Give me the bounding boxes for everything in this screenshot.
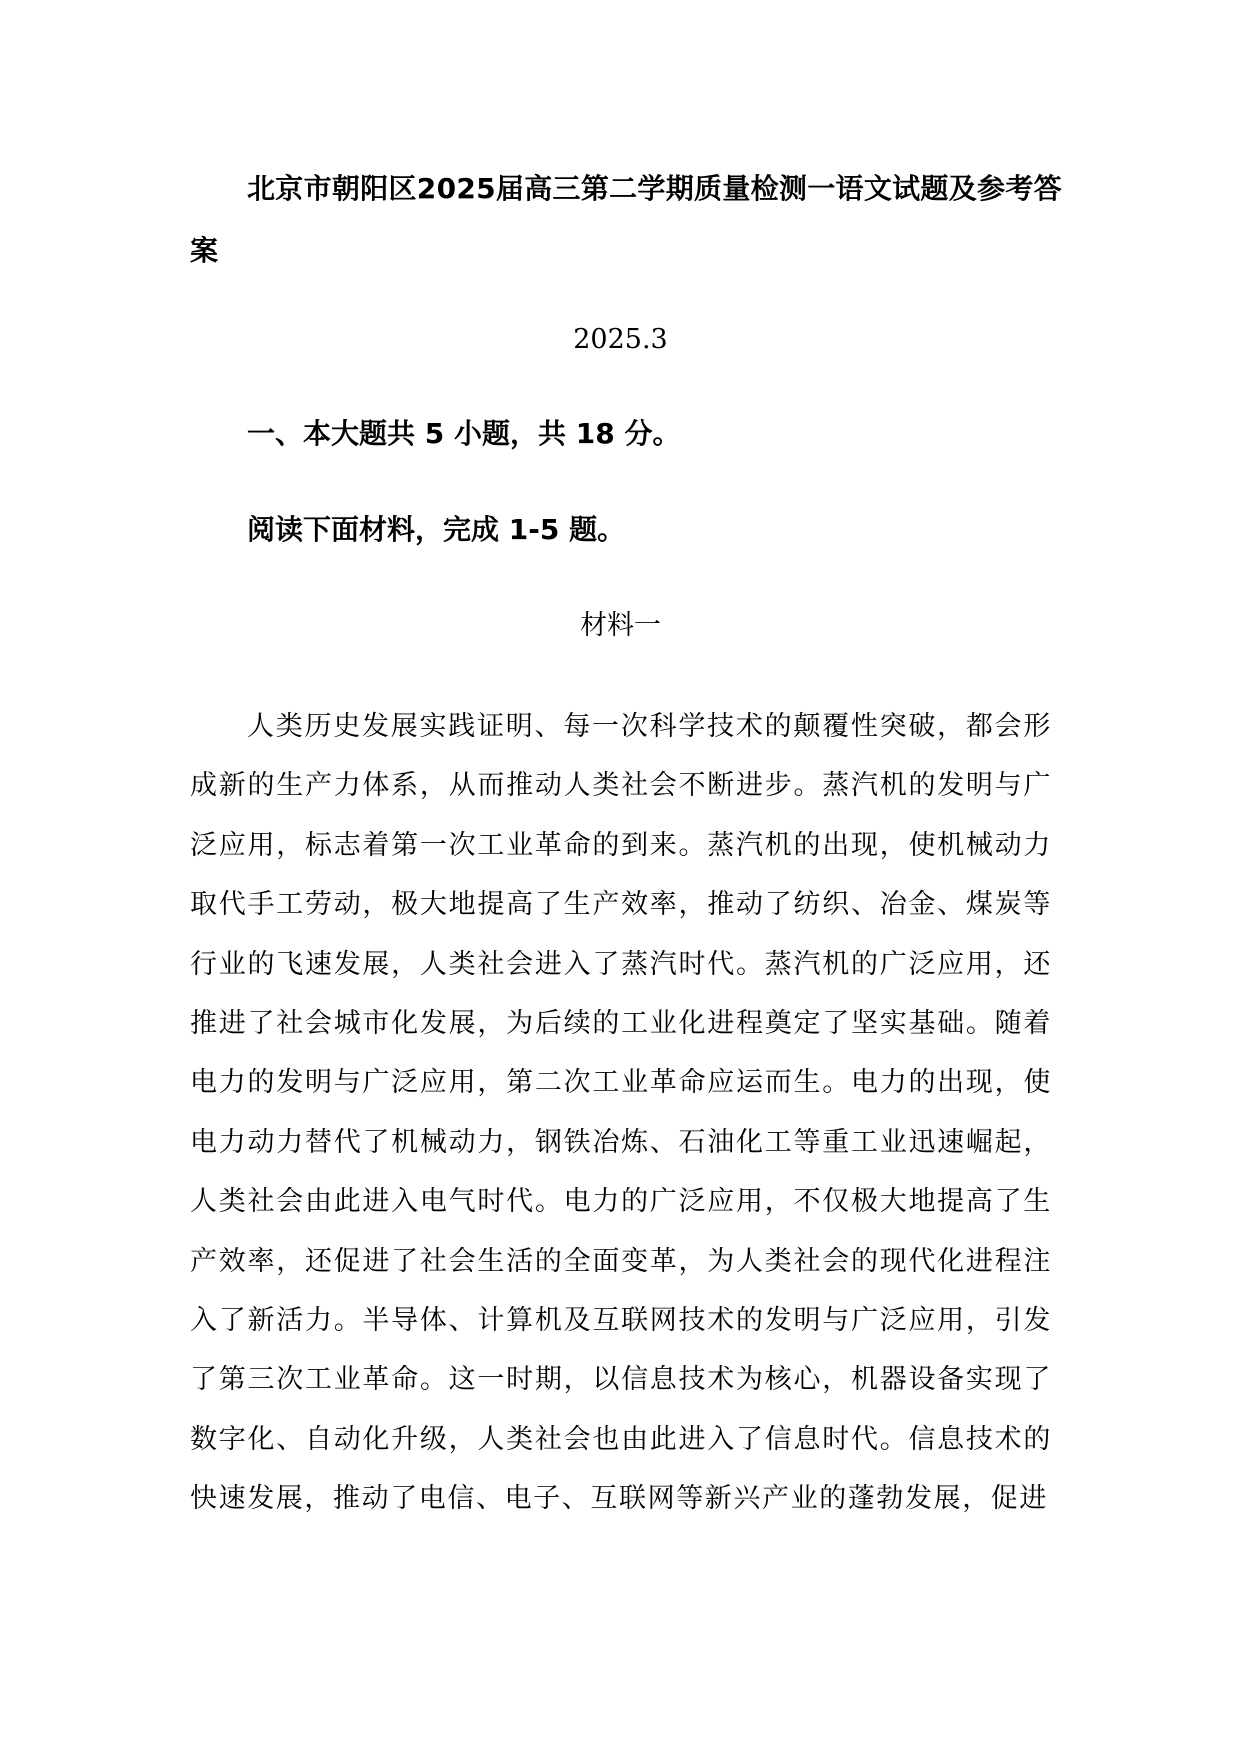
document-date: 2025.3 bbox=[573, 324, 668, 355]
section-heading: 一、本大题共 5 小题，共 18 分。 bbox=[247, 417, 681, 450]
reading-instruction: 阅读下面材料，完成 1-5 题。 bbox=[247, 513, 626, 546]
document-title: 北京市朝阳区2025届高三第二学期质量检测一语文试题及参考答案 bbox=[190, 172, 1062, 267]
material-title: 材料一 bbox=[580, 610, 661, 641]
material-paragraph: 人类历史发展实践证明、每一次科学技术的颠覆性突破，都会形成新的生产力体系，从而推动人类社会不断进步。蒸汽机的发明与广泛应用，标志着第一次工业革命的到来。蒸汽机的出现，使机械动力取代手工劳动，极大地提高了生产效率，推动了纺织、冶金、煤炭等行业的飞速发展，人类社会进入了蒸汽时代。蒸汽机的广泛应用，还推进了社会城市化发展，为后续的工业化进程奠定了坚实基础。随着电力的发明与广泛应用，第二次工业革命应运而生。电力的出现，使电力动力替代了机械动力，钢铁冶炼、石油化工等重工业迅速崛起，人类社会由此进入电气时代。电力的广泛应用，不仅极大地提高了生产效率，还促进了社会生活的全面变革，为人类社会的现代化进程注入了新活力。半导体、计算机及互联网技术的发明与广泛应用，引发了第三次工业革命。这一时期，以信息技术为核心，机器设备实现了数字化、自动化升级，人类社会也由此进入了信息时代。信息技术的快速发展，推动了电信、电子、互联网等新兴产业的蓬勃发展，促进 bbox=[190, 711, 1052, 1515]
